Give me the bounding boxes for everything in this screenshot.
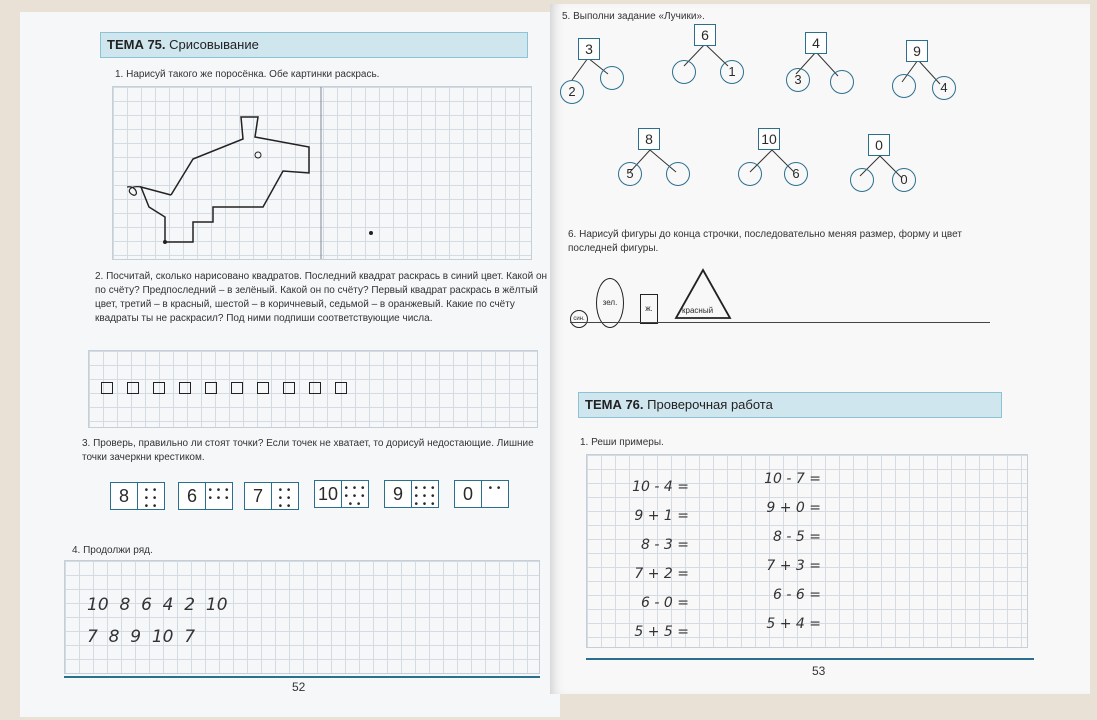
card-number: 7 — [245, 483, 272, 509]
square-10[interactable] — [335, 382, 347, 394]
page-footer-line — [586, 658, 1034, 660]
card-number: 0 — [455, 481, 482, 507]
example-right[interactable]: 8 - 5 = — [773, 529, 821, 545]
page-number: 52 — [292, 680, 306, 694]
ray-left-circle[interactable]: 2 — [560, 80, 584, 104]
square-1[interactable] — [101, 382, 113, 394]
dot-card[interactable] — [384, 480, 439, 508]
ray-right-circle[interactable] — [830, 70, 854, 94]
page-number: 53 — [812, 664, 826, 678]
task-2-text: 2. Посчитай, сколько нарисовано квадратов. Последний квадрат раскрась в синий цвет. Какой он по счёту? Предпоследний – в зелёный. Какой он по счёту? Первый квадрат раскрась в жёлтый цвет, третий – в красный, шестой – в коричневый, седьмой – в оранжевый. Какие по счёту квадраты ты не раскрасил? Под ними подпиши соответствующие числа. — [95, 271, 548, 324]
ray-right-circle[interactable]: 6 — [784, 162, 808, 186]
sequence-row-2: 7 8 9 10 7 — [87, 627, 196, 647]
task-1-text: 1. Нарисуй такого же поросёнка. Обе картинки раскрась. — [115, 69, 380, 80]
ray-top-box[interactable]: 6 — [694, 24, 716, 46]
square-5[interactable] — [205, 382, 217, 394]
ray-left-circle[interactable] — [738, 162, 762, 186]
topic-title: Проверочная работа — [647, 397, 773, 412]
example-right[interactable]: 10 - 7 = — [764, 471, 821, 487]
card-dots: • • • • • • — [144, 485, 158, 512]
card-number: 10 — [315, 481, 342, 507]
dot-card[interactable] — [314, 480, 369, 508]
small-circle-shape[interactable]: син. — [570, 310, 588, 328]
example-right[interactable]: 5 + 4 = — [766, 616, 821, 632]
page-footer-line — [64, 676, 540, 678]
example-right[interactable]: 7 + 3 = — [766, 558, 821, 574]
ray-top-box[interactable]: 0 — [868, 134, 890, 156]
dot-card[interactable] — [110, 482, 165, 510]
triangle-label: красный — [682, 306, 714, 315]
dot-card[interactable] — [244, 482, 299, 510]
pig-icon — [113, 87, 531, 259]
ray-right-circle[interactable]: 4 — [932, 76, 956, 100]
square-2[interactable] — [127, 382, 139, 394]
task-5-text: 5. Выполни задание «Лучики». — [562, 11, 705, 22]
card-dots: • • • • • • — [278, 485, 292, 512]
task-1-text: 1. Реши примеры. — [580, 437, 664, 448]
example-right[interactable]: 6 - 6 = — [773, 587, 821, 603]
task-4-text: 4. Продолжи ряд. — [72, 545, 153, 556]
example-left[interactable]: 9 + 1 = — [634, 508, 689, 524]
ray-right-circle[interactable]: 0 — [892, 168, 916, 192]
square-8[interactable] — [283, 382, 295, 394]
card-dots: • • • • • • • • • — [414, 483, 436, 510]
card-dots: • • — [488, 483, 502, 494]
ray-top-box[interactable]: 4 — [805, 32, 827, 54]
shapes-baseline — [570, 322, 990, 323]
task-3-text: 3. Проверь, правильно ли стоят точки? Если точек не хватает, то дорисуй недостающие. Лишние точки зачеркни крестиком. — [82, 438, 534, 463]
left-page — [20, 12, 560, 717]
examples-left-column — [605, 473, 689, 647]
topic-75-header — [100, 32, 528, 58]
squares-row — [101, 381, 361, 399]
card-number: 9 — [385, 481, 412, 507]
example-left[interactable]: 6 - 0 = — [641, 595, 689, 611]
example-left[interactable]: 7 + 2 = — [634, 566, 689, 582]
card-dots: • • • • • • • • — [344, 483, 366, 510]
examples-right-column — [737, 465, 821, 639]
ray-right-circle[interactable]: 1 — [720, 60, 744, 84]
ray-left-circle[interactable]: 3 — [786, 68, 810, 92]
ray-left-circle[interactable] — [672, 60, 696, 84]
dot-card[interactable] — [178, 482, 233, 510]
dot-card[interactable] — [454, 480, 509, 508]
topic-title: Срисовывание — [169, 37, 259, 52]
ray-top-box[interactable]: 9 — [906, 40, 928, 62]
ray-left-circle[interactable] — [850, 168, 874, 192]
task-6-text: 6. Нарисуй фигуры до конца строчки, последовательно меняя размер, форму и цвет последней фигуры. — [568, 229, 962, 254]
ray-top-box[interactable]: 10 — [758, 128, 780, 150]
pig-drawing-grid[interactable] — [112, 86, 532, 260]
example-left[interactable]: 8 - 3 = — [641, 537, 689, 553]
sequence-row-1: 10 8 6 4 2 10 — [87, 595, 228, 615]
topic-number: ТЕМА 75. — [107, 37, 166, 52]
ray-left-circle[interactable] — [892, 74, 916, 98]
example-left[interactable]: 5 + 5 = — [634, 624, 689, 640]
card-number: 6 — [179, 483, 206, 509]
ray-right-circle[interactable] — [600, 66, 624, 90]
squares-grid[interactable] — [88, 350, 538, 428]
example-left[interactable]: 10 - 4 = — [632, 479, 689, 495]
oval-shape[interactable]: зел. — [596, 278, 624, 328]
ray-top-box[interactable]: 8 — [638, 128, 660, 150]
examples-grid[interactable] — [586, 454, 1028, 648]
square-4[interactable] — [179, 382, 191, 394]
right-page — [550, 4, 1090, 694]
square-6[interactable] — [231, 382, 243, 394]
rectangle-shape[interactable]: ж. — [640, 294, 658, 324]
square-7[interactable] — [257, 382, 269, 394]
topic-number: ТЕМА 76. — [585, 397, 644, 412]
card-dots: • • • • • • — [208, 485, 230, 504]
square-3[interactable] — [153, 382, 165, 394]
example-right[interactable]: 9 + 0 = — [766, 500, 821, 516]
ray-left-circle[interactable]: 5 — [618, 162, 642, 186]
ray-right-circle[interactable] — [666, 162, 690, 186]
topic-76-header — [578, 392, 1002, 418]
square-9[interactable] — [309, 382, 321, 394]
sequence-grid[interactable] — [64, 560, 540, 674]
card-number: 8 — [111, 483, 138, 509]
ray-top-box[interactable]: 3 — [578, 38, 600, 60]
